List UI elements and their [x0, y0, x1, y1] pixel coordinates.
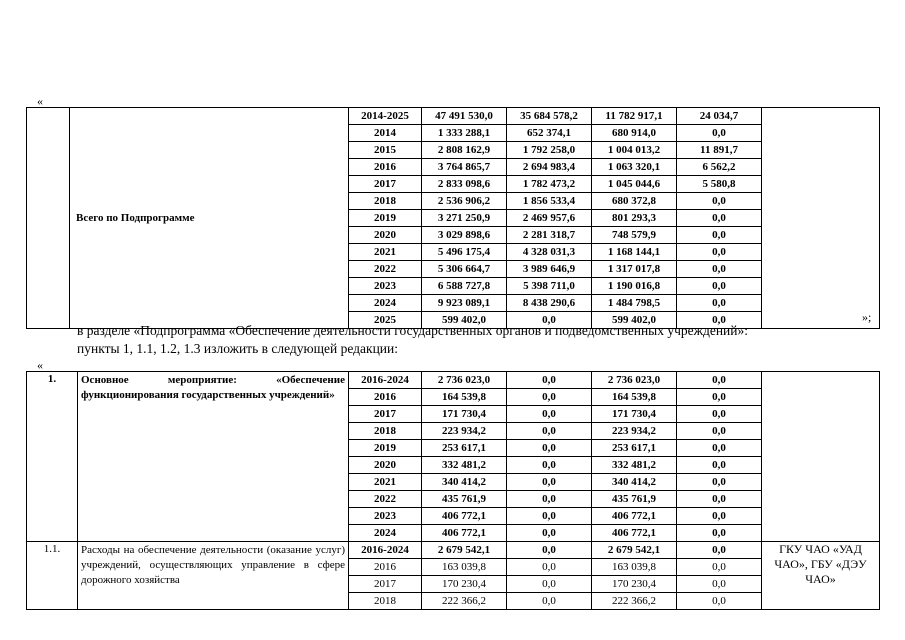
year-cell: 2018 [349, 193, 422, 210]
source2-cell: 1 317 017,8 [592, 261, 677, 278]
source2-cell: 1 063 320,1 [592, 159, 677, 176]
total-cell: 2 536 906,2 [422, 193, 507, 210]
year-cell: 2016 [349, 159, 422, 176]
source1-cell: 0,0 [507, 389, 592, 406]
source3-cell: 0,0 [677, 193, 762, 210]
total-cell: 2 833 098,6 [422, 176, 507, 193]
source2-cell: 1 484 798,5 [592, 295, 677, 312]
source3-cell: 11 891,7 [677, 142, 762, 159]
year-cell: 2024 [349, 525, 422, 542]
total-cell: 164 539,8 [422, 389, 507, 406]
source3-cell: 0,0 [677, 295, 762, 312]
source3-cell: 0,0 [677, 593, 762, 610]
source2-cell: 1 190 016,8 [592, 278, 677, 295]
total-cell: 6 588 727,8 [422, 278, 507, 295]
source1-cell: 0,0 [507, 559, 592, 576]
total-cell: 406 772,1 [422, 525, 507, 542]
source2-cell: 332 481,2 [592, 457, 677, 474]
total-cell: 222 366,2 [422, 593, 507, 610]
source1-cell: 2 469 957,6 [507, 210, 592, 227]
total-cell: 170 230,4 [422, 576, 507, 593]
source3-cell: 6 562,2 [677, 159, 762, 176]
total-cell: 171 730,4 [422, 406, 507, 423]
source2-cell: 1 004 013,2 [592, 142, 677, 159]
closing-quote: »; [862, 310, 872, 324]
year-cell: 2022 [349, 491, 422, 508]
source1-cell: 5 398 711,0 [507, 278, 592, 295]
source2-cell: 164 539,8 [592, 389, 677, 406]
year-cell: 2018 [349, 423, 422, 440]
year-cell: 2019 [349, 440, 422, 457]
year-cell: 2025 [349, 312, 422, 329]
source2-cell: 171 730,4 [592, 406, 677, 423]
total-cell: 332 481,2 [422, 457, 507, 474]
year-cell: 2016-2024 [349, 542, 422, 559]
source3-cell: 0,0 [677, 440, 762, 457]
total-cell: 340 414,2 [422, 474, 507, 491]
year-cell: 2023 [349, 508, 422, 525]
table-row [27, 108, 880, 125]
row-label-cell: Основное мероприятие: «Обеспечение функционирования государственных учреждений» [78, 372, 349, 542]
source3-cell: 0,0 [677, 227, 762, 244]
source3-cell: 0,0 [677, 278, 762, 295]
source1-cell: 0,0 [507, 440, 592, 457]
year-cell: 2021 [349, 474, 422, 491]
total-cell: 5 496 175,4 [422, 244, 507, 261]
source1-cell: 0,0 [507, 372, 592, 389]
total-cell: 5 306 664,7 [422, 261, 507, 278]
year-cell: 2024 [349, 295, 422, 312]
source2-cell: 406 772,1 [592, 508, 677, 525]
source1-cell: 35 684 578,2 [507, 108, 592, 125]
year-cell: 2017 [349, 176, 422, 193]
source3-cell: 0,0 [677, 576, 762, 593]
total-cell: 599 402,0 [422, 312, 507, 329]
total-cell: 406 772,1 [422, 508, 507, 525]
source1-cell: 1 856 533,4 [507, 193, 592, 210]
source1-cell: 0,0 [507, 508, 592, 525]
source1-cell: 0,0 [507, 406, 592, 423]
total-cell: 435 761,9 [422, 491, 507, 508]
source1-cell: 1 782 473,2 [507, 176, 592, 193]
subprogram-activities-table [26, 371, 880, 610]
row-label-cell: Расходы на обеспечение деятельности (оказание услуг) учреждений, осуществляющих управление в сфере дорожного хозяйства [78, 542, 349, 610]
total-cell: 47 491 530,0 [422, 108, 507, 125]
row-number-cell [27, 108, 70, 329]
source3-cell: 0,0 [677, 312, 762, 329]
source3-cell: 0,0 [677, 457, 762, 474]
executor-cell: ГКУ ЧАО «УАД ЧАО», ГБУ «ДЭУ ЧАО» [762, 542, 880, 610]
source3-cell: 0,0 [677, 491, 762, 508]
source2-cell: 223 934,2 [592, 423, 677, 440]
source3-cell: 0,0 [677, 525, 762, 542]
source2-cell: 170 230,4 [592, 576, 677, 593]
source1-cell: 0,0 [507, 312, 592, 329]
total-cell: 9 923 089,1 [422, 295, 507, 312]
source2-cell: 253 617,1 [592, 440, 677, 457]
source1-cell: 2 694 983,4 [507, 159, 592, 176]
total-cell: 2 808 162,9 [422, 142, 507, 159]
year-cell: 2021 [349, 244, 422, 261]
year-cell: 2017 [349, 406, 422, 423]
year-cell: 2019 [349, 210, 422, 227]
total-cell: 2 736 023,0 [422, 372, 507, 389]
row-number-cell: 1. [27, 372, 78, 542]
year-cell: 2014 [349, 125, 422, 142]
year-cell: 2015 [349, 142, 422, 159]
source2-cell: 748 579,9 [592, 227, 677, 244]
source3-cell: 0,0 [677, 125, 762, 142]
source1-cell: 2 281 318,7 [507, 227, 592, 244]
source3-cell: 24 034,7 [677, 108, 762, 125]
source3-cell: 0,0 [677, 261, 762, 278]
source3-cell: 0,0 [677, 372, 762, 389]
source3-cell: 0,0 [677, 508, 762, 525]
source1-cell: 0,0 [507, 576, 592, 593]
year-cell: 2016-2024 [349, 372, 422, 389]
source1-cell: 0,0 [507, 491, 592, 508]
executor-cell [762, 372, 880, 542]
year-cell: 2014-2025 [349, 108, 422, 125]
source2-cell: 680 372,8 [592, 193, 677, 210]
row-label-cell: Всего по Подпрограмме [70, 108, 349, 329]
amendment-paragraph-line1: в разделе «Подпрограмма «Обеспечение деятельности государственных органов и подведомственных учреждений»: [77, 323, 749, 338]
total-cell: 3 029 898,6 [422, 227, 507, 244]
year-cell: 2016 [349, 389, 422, 406]
source2-cell: 222 366,2 [592, 593, 677, 610]
year-cell: 2018 [349, 593, 422, 610]
table-row [27, 372, 880, 389]
source2-cell: 2 736 023,0 [592, 372, 677, 389]
source2-cell: 163 039,8 [592, 559, 677, 576]
year-cell: 2016 [349, 559, 422, 576]
source2-cell: 1 045 044,6 [592, 176, 677, 193]
source2-cell: 680 914,0 [592, 125, 677, 142]
table-row [27, 542, 880, 559]
amendment-paragraph-line2: пункты 1, 1.1, 1.2, 1.3 изложить в следующей редакции: [77, 341, 399, 356]
source2-cell: 2 679 542,1 [592, 542, 677, 559]
total-cell: 253 617,1 [422, 440, 507, 457]
source2-cell: 340 414,2 [592, 474, 677, 491]
source2-cell: 11 782 917,1 [592, 108, 677, 125]
source3-cell: 5 580,8 [677, 176, 762, 193]
source1-cell: 8 438 290,6 [507, 295, 592, 312]
source1-cell: 0,0 [507, 525, 592, 542]
source1-cell: 1 792 258,0 [507, 142, 592, 159]
source2-cell: 406 772,1 [592, 525, 677, 542]
total-cell: 3 271 250,9 [422, 210, 507, 227]
year-cell: 2023 [349, 278, 422, 295]
source2-cell: 801 293,3 [592, 210, 677, 227]
source3-cell: 0,0 [677, 389, 762, 406]
source3-cell: 0,0 [677, 474, 762, 491]
source1-cell: 0,0 [507, 457, 592, 474]
source3-cell: 0,0 [677, 542, 762, 559]
source2-cell: 435 761,9 [592, 491, 677, 508]
source1-cell: 0,0 [507, 593, 592, 610]
source1-cell: 0,0 [507, 474, 592, 491]
source1-cell: 4 328 031,3 [507, 244, 592, 261]
source1-cell: 652 374,1 [507, 125, 592, 142]
total-cell: 3 764 865,7 [422, 159, 507, 176]
total-cell: 223 934,2 [422, 423, 507, 440]
year-cell: 2020 [349, 457, 422, 474]
source2-cell: 1 168 144,1 [592, 244, 677, 261]
total-cell: 163 039,8 [422, 559, 507, 576]
row-number-cell: 1.1. [27, 542, 78, 610]
source3-cell: 0,0 [677, 244, 762, 261]
year-cell: 2022 [349, 261, 422, 278]
source1-cell: 0,0 [507, 423, 592, 440]
source3-cell: 0,0 [677, 423, 762, 440]
source1-cell: 0,0 [507, 542, 592, 559]
year-cell: 2020 [349, 227, 422, 244]
opening-quote: « [37, 94, 43, 108]
source3-cell: 0,0 [677, 210, 762, 227]
total-cell: 2 679 542,1 [422, 542, 507, 559]
executor-cell [762, 108, 880, 329]
total-cell: 1 333 288,1 [422, 125, 507, 142]
subprogram-total-table [26, 107, 880, 329]
source2-cell: 599 402,0 [592, 312, 677, 329]
opening-quote-2: « [37, 358, 43, 372]
source3-cell: 0,0 [677, 559, 762, 576]
source3-cell: 0,0 [677, 406, 762, 423]
source1-cell: 3 989 646,9 [507, 261, 592, 278]
year-cell: 2017 [349, 576, 422, 593]
